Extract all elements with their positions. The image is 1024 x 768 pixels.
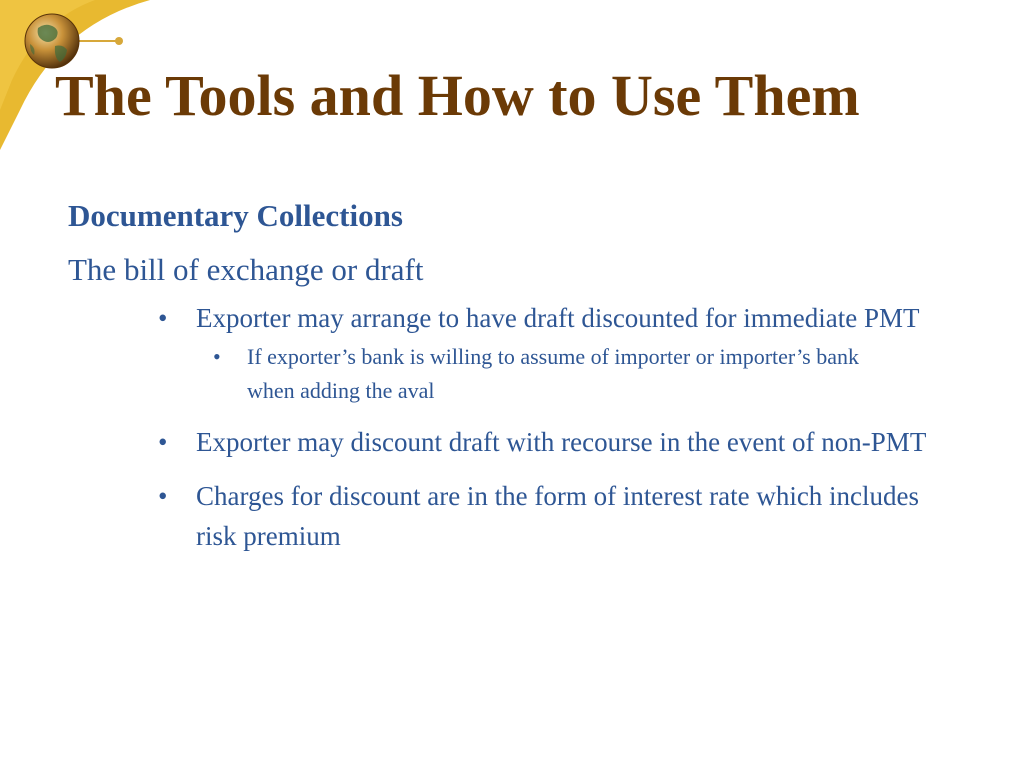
- bullet-list: [158, 298, 966, 556]
- section-subheading: The bill of exchange or draft: [68, 252, 424, 287]
- slide-title: The Tools and How to Use Them: [55, 63, 860, 128]
- sub-bullet-list: [213, 340, 887, 408]
- bullet-text: Exporter may discount draft with recourse in the event of non-PMT: [196, 427, 927, 457]
- connector-end-dot: [115, 37, 123, 45]
- globe-icon: [25, 14, 79, 68]
- bullet-item: [158, 476, 966, 556]
- sub-bullet-text: If exporter’s bank is willing to assume of importer or importer’s bank when adding the aval: [247, 344, 860, 403]
- bullet-dot: •: [158, 481, 168, 511]
- bullet-dot: •: [158, 427, 168, 457]
- bullet-dot: •: [158, 303, 168, 333]
- sub-bullet-item: [213, 340, 887, 408]
- bullet-text: Charges for discount are in the form of interest rate which includes risk premium: [196, 481, 920, 551]
- bullet-text: Exporter may arrange to have draft discounted for immediate PMT: [196, 303, 920, 333]
- bullet-item: [158, 298, 966, 408]
- sub-bullet-dot: •: [213, 344, 221, 369]
- slide-content: [68, 196, 968, 556]
- section-heading: Documentary Collections: [68, 198, 403, 233]
- bullet-item: [158, 422, 966, 462]
